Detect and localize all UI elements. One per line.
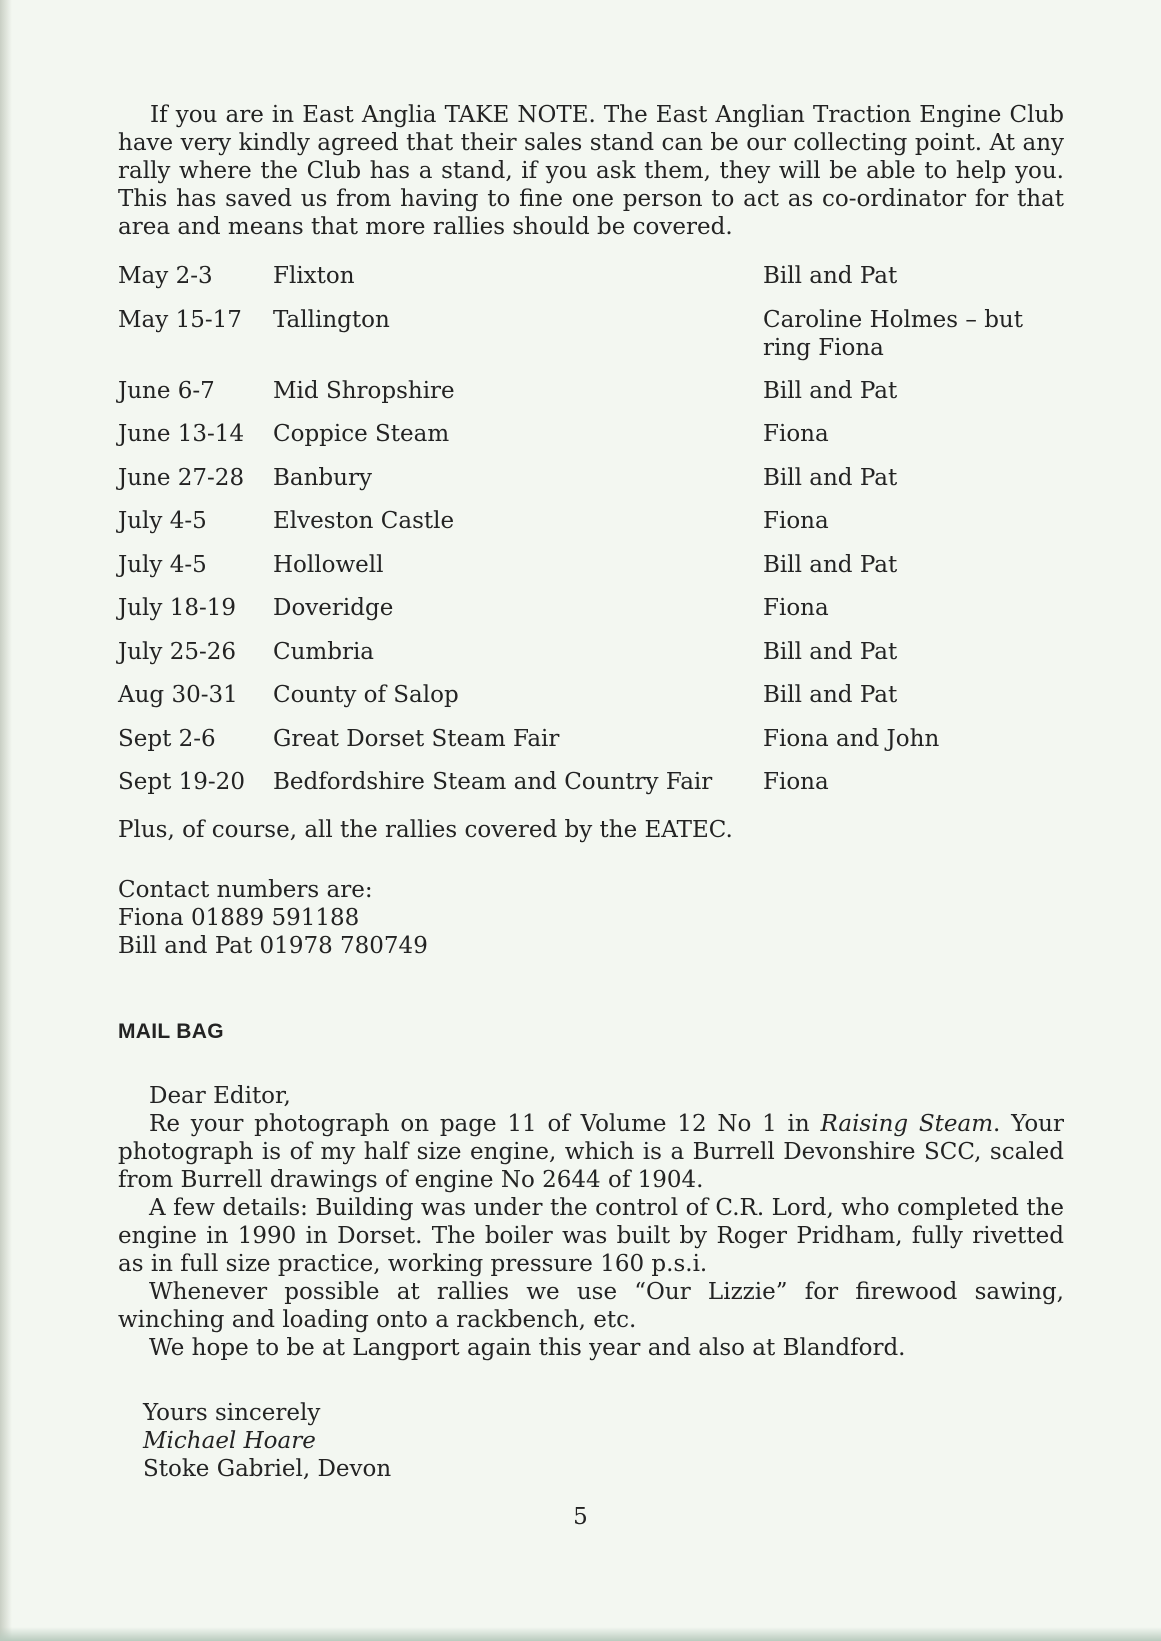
rally-contact: Fiona <box>763 769 829 795</box>
rally-event: Elveston Castle <box>273 508 455 534</box>
rally-contact: Bill and Pat <box>763 464 898 491</box>
rally-date: July 4-5 <box>118 508 207 534</box>
rally-contact: Bill and Pat <box>763 682 898 708</box>
rally-row <box>118 551 1078 595</box>
rally-event: Hollowell <box>273 551 384 578</box>
rally-date: July 25-26 <box>118 638 236 665</box>
rally-date: May 2-3 <box>118 263 213 289</box>
letter-salutation: Dear Editor, <box>149 1083 291 1109</box>
rally-schedule-table <box>118 262 1078 812</box>
rally-date: July 18-19 <box>118 595 236 621</box>
section-heading-mail-bag: MAIL BAG <box>118 1020 224 1043</box>
rally-event: County of Salop <box>273 682 459 708</box>
rally-event: Tallington <box>273 306 390 333</box>
intro-paragraph: If you are in East Anglia TAKE NOTE. The East Anglian Traction Engine Club have very kindly agreed that their sales stand can be our collecting point. At any rally where the Club has a stand, if you ask them, they will be able to help you. This has saved us from having to fine one person to act as co-ordinator for that area and means that more rallies should be covered. <box>118 102 1064 240</box>
letter-closing: Yours sincerely <box>143 1400 321 1426</box>
letter-location: Stoke Gabriel, Devon <box>143 1456 392 1482</box>
contact-bill-pat: Bill and Pat 01978 780749 <box>118 933 428 959</box>
rally-contact: Fiona <box>763 421 829 447</box>
rally-contact: Fiona <box>763 508 829 534</box>
letter-signature <box>143 1427 391 1455</box>
rally-date: Sept 2-6 <box>118 725 216 752</box>
page-bottom-edge <box>0 1627 1161 1641</box>
rally-row <box>118 594 1078 638</box>
rally-row <box>118 638 1078 682</box>
rally-event: Banbury <box>273 464 372 491</box>
rally-row <box>118 507 1078 551</box>
letter-body <box>118 1082 1064 1362</box>
letter-paragraph <box>118 1110 1064 1194</box>
letter-text: . Your photograph is of my half size engine, which is a Burrell Devonshire SCC, scaled from Burrell drawings of engine No 2644 of 1904. <box>118 1111 1064 1193</box>
rally-date: June 6-7 <box>118 377 215 404</box>
rally-contact: Bill and Pat <box>763 551 898 578</box>
rally-contact: Fiona and John <box>763 725 940 752</box>
rally-date: July 4-5 <box>118 551 207 578</box>
rally-contact: Bill and Pat <box>763 377 898 404</box>
rally-row <box>118 262 1078 306</box>
contact-numbers <box>118 876 428 960</box>
rally-contact: Caroline Holmes – but ring Fiona <box>763 306 1023 361</box>
letter-paragraph: We hope to be at Langport again this year and also at Blandford. <box>149 1335 906 1361</box>
signature-name: Michael Hoare <box>143 1428 316 1454</box>
rally-row <box>118 306 1078 377</box>
rally-date: June 27-28 <box>118 464 245 491</box>
rally-event: Bedfordshire Steam and Country Fair <box>273 769 713 795</box>
page-number: 5 <box>573 1504 588 1530</box>
rally-contact: Bill and Pat <box>763 638 898 665</box>
rally-row <box>118 725 1078 769</box>
rally-date: Sept 19-20 <box>118 769 245 795</box>
contacts-heading: Contact numbers are: <box>118 877 373 903</box>
rally-date: Aug 30-31 <box>118 682 238 708</box>
page-edge-shadow <box>0 0 12 1641</box>
letter-signoff <box>143 1399 391 1483</box>
contact-fiona: Fiona 01889 591188 <box>118 905 360 931</box>
rally-event: Doveridge <box>273 595 394 621</box>
letter-paragraph: A few details: Building was under the control of C.R. Lord, who completed the engine in 1990 in Dorset. The boiler was built by Roger Pridham, fully rivetted as in full size practice, working pressure 160 p.s.i. <box>118 1195 1064 1277</box>
rally-date: June 13-14 <box>118 421 245 447</box>
publication-title: Raising Steam <box>820 1111 994 1137</box>
rally-event: Great Dorset Steam Fair <box>273 725 560 752</box>
letter-paragraph: Whenever possible at rallies we use “Our Lizzie” for firewood sawing, winching and loading onto a rackbench, etc. <box>118 1279 1064 1333</box>
rally-event: Cumbria <box>273 638 375 665</box>
eatec-note: Plus, of course, all the rallies covered by the EATEC. <box>118 817 733 843</box>
rally-row <box>118 681 1078 725</box>
rally-row <box>118 768 1078 812</box>
rally-row <box>118 464 1078 508</box>
rally-row <box>118 377 1078 421</box>
rally-contact: Bill and Pat <box>763 263 898 289</box>
rally-contact: Fiona <box>763 595 829 621</box>
rally-row <box>118 420 1078 464</box>
rally-event: Coppice Steam <box>273 421 450 447</box>
rally-event: Flixton <box>273 263 355 289</box>
rally-date: May 15-17 <box>118 306 242 333</box>
letter-text: Re your photograph on page 11 of Volume 12 No 1 in <box>149 1111 821 1137</box>
rally-event: Mid Shropshire <box>273 377 455 404</box>
